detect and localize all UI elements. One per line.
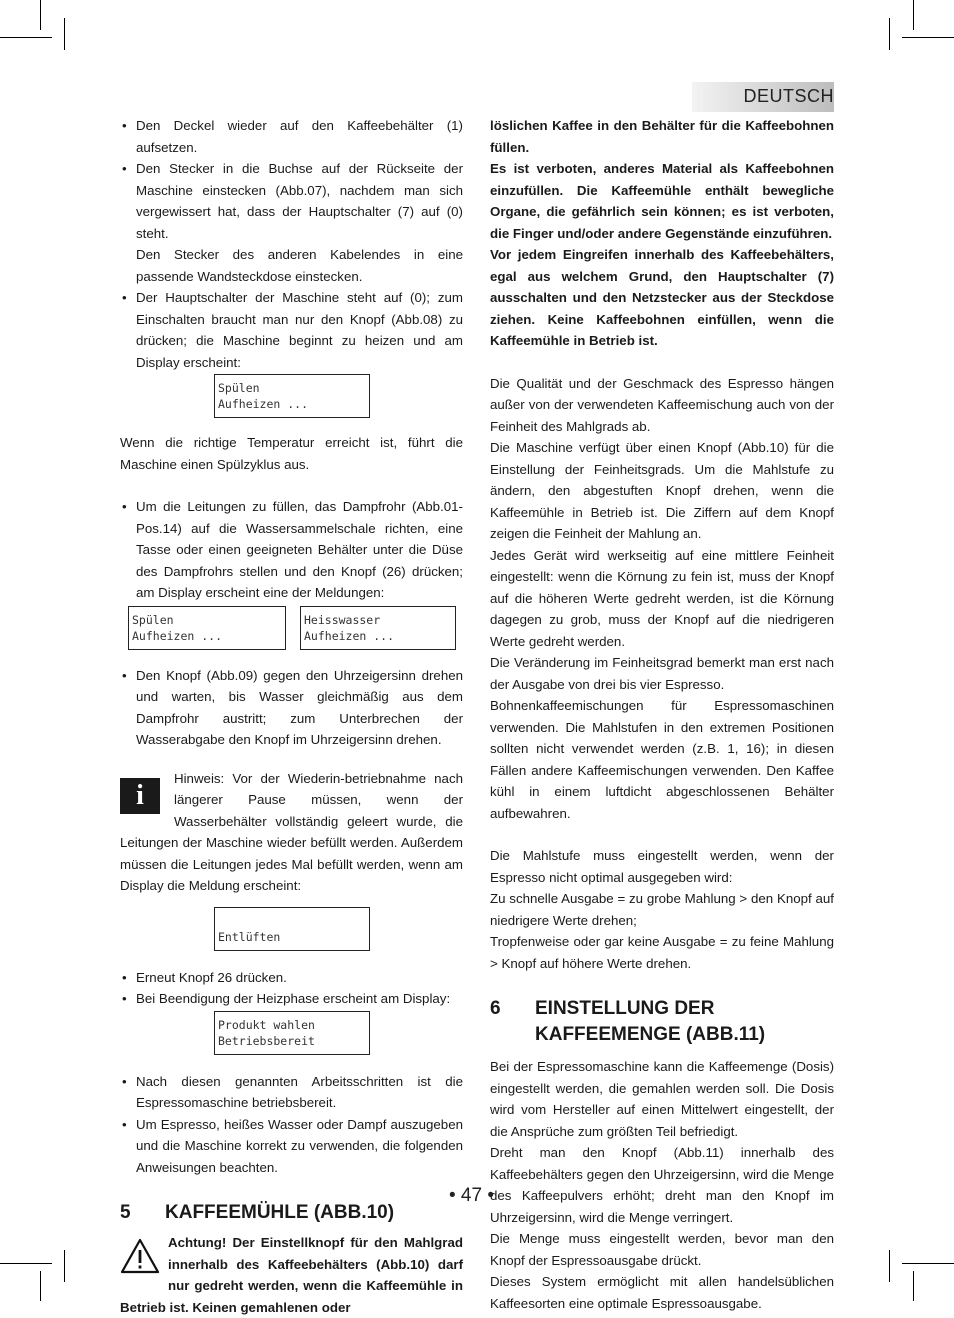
paragraph: Die Maschine verfügt über einen Knopf (Abb.10) für die Einstellung der Feinheitsgrads. Um die Mahlstufe zu ändern, den abgestuften Knopf drehen, wenn die Kaffeemühle in Betrieb ist. Die Ziffern auf dem Knopf zeigen die Feinheit der Mahlung an.	[490, 440, 834, 541]
warning-text: Vor jedem Eingreifen innerhalb des Kaffeebehälters, egal aus welchem Grund, den Hauptschalter (7) ausschalten und den Netzstecker aus der Steckdose ziehen. Keine Kaffeebohnen einfüllen, wenn die Kaffeemühle in Betrieb ist.	[490, 247, 834, 348]
info-icon: i	[120, 778, 160, 814]
crop-mark	[889, 18, 890, 50]
page-number: • 47 •	[449, 1185, 494, 1206]
warning-box	[120, 1232, 463, 1318]
spacer	[490, 824, 834, 845]
paragraph: Die Menge muss eingestellt werden, bevor man den Knopf der Espressoausgabe drückt.	[490, 1231, 834, 1268]
bullet-list	[120, 496, 463, 604]
left-column	[120, 115, 463, 1318]
crop-mark	[0, 1263, 52, 1264]
spacer	[120, 418, 463, 432]
section-heading	[120, 1200, 463, 1226]
spacer	[120, 650, 463, 665]
paragraph: Bohnenkaffeemischungen für Espressomaschinen verwenden. Die Mahlstufen in den extremen Positionen sollten nicht verwendet werden (z.B. 1, 16); in diesen Fällen andere Kaffeemischungen verwenden. Den Kaffee kühl in einem luftdicht abgeschlossenen Behälter aufbewahren.	[490, 698, 834, 821]
list-item: • Nach diesen genannten Arbeitsschritten ist die Espressomaschine betriebsbereit.	[120, 1071, 463, 1114]
display-message: Produkt wahlen Betriebsbereit	[214, 1011, 370, 1055]
crop-mark	[40, 0, 41, 30]
paragraph: Den Stecker des anderen Kabelendes in eine passende Wandsteckdose einstecken.	[136, 247, 463, 284]
list-item: • Bei Beendigung der Heizphase erscheint am Display:	[120, 988, 463, 1010]
section-heading	[490, 996, 834, 1048]
display-message: Spülen Aufheizen ...	[214, 374, 370, 418]
paragraph: Dreht man den Knopf (Abb.11) innerhalb des Kaffeebehälters gegen den Uhrzeigersinn, wird die Menge des Kaffeepulvers erhöht; dreht man den Knopf im Uhrzeigersinn, wird die Menge verringert.	[490, 1145, 834, 1225]
list-item: • Der Hauptschalter der Maschine steht auf (0); zum Einschalten braucht man nur den Knopf (Abb.08) zu drücken; die Maschine beginnt zu heizen und am Display erscheint:	[120, 287, 463, 373]
paragraph: Bei der Espressomaschine kann die Kaffeemenge (Dosis) eingestellt werden, die gemahlen werden soll. Die Dosis wird vom Hersteller auf einen Mittelwert eingestellt, der die Ansprüche zum größten Teil befriedigt.	[490, 1059, 834, 1139]
paragraph: Tropfenweise oder gar keine Ausgabe = zu feine Mahlung > Knopf auf höhere Werte drehen.	[490, 934, 834, 971]
list-item: • Um Espresso, heißes Wasser oder Dampf auszugeben und die Maschine korrekt zu verwenden, die folgenden Anweisungen beachten.	[120, 1114, 463, 1179]
bullet-list	[120, 1071, 463, 1179]
bullet-list	[120, 287, 463, 373]
list-item: • Den Stecker in die Buchse auf der Rückseite der Maschine einstecken (Abb.07), nachdem man sich vergewissert hat, dass der Hauptschalter (7) auf (0) steht.	[120, 158, 463, 244]
spacer	[490, 1048, 834, 1056]
crop-mark	[902, 37, 954, 38]
warning-text: löslichen Kaffee in den Behälter für die Kaffeebohnen füllen.	[490, 118, 834, 155]
note-box	[120, 768, 463, 897]
spacer	[120, 951, 463, 967]
paragraph: Die Mahlstufe muss eingestellt werden, wenn der Espresso nicht optimal ausgegeben wird:	[490, 848, 834, 885]
crop-mark	[64, 1250, 65, 1282]
warning-text: Achtung! Der Einstellknopf für den Mahlgrad innerhalb des Kaffeebehälters (Abb.10) darf nur gedreht werden, wenn die Kaffeemühle in Betrieb ist. Keinen gemahlenen oder	[120, 1235, 463, 1315]
crop-mark	[902, 1263, 954, 1264]
bullet-list	[120, 115, 463, 244]
display-row	[128, 606, 463, 650]
section-number: 5	[120, 1202, 131, 1223]
spacer	[490, 974, 834, 996]
display-message: Heisswasser Aufheizen ...	[300, 606, 456, 650]
paragraph: Die Qualität und der Geschmack des Espresso hängen außer von der verwendeten Kaffeemischung auch von der Feinheit des Mahlgrads ab.	[490, 375, 834, 434]
list-item: • Den Knopf (Abb.09) gegen den Uhrzeigersinn drehen und warten, bis Wasser gleichmäßig aus dem Dampfrohr austritt; zum Unterbrechen der Wasserabgabe den Knopf im Uhrzeigersinn drehen.	[120, 665, 463, 751]
spacer	[120, 475, 463, 496]
warning-icon	[120, 1238, 160, 1274]
crop-mark	[913, 0, 914, 30]
right-column	[490, 115, 834, 1314]
section-number: 6	[490, 998, 501, 1019]
section-title: EINSTELLUNG DER KAFFEEMENGE (ABB.11)	[535, 998, 766, 1045]
spacer	[120, 1055, 463, 1071]
paragraph: Dieses System ermöglicht mit allen handelsüblichen Kaffeesorten eine optimale Espressoausgabe.	[490, 1274, 834, 1311]
paragraph: Wenn die richtige Temperatur erreicht ist, führt die Maschine einen Spülzyklus aus.	[120, 435, 463, 472]
spacer	[120, 1178, 463, 1200]
list-item: • Um die Leitungen zu füllen, das Dampfrohr (Abb.01-Pos.14) auf die Wassersammelschale richten, eine Tasse oder einen geeigneten Behälter unter die Düse des Dampfrohrs stellen und den Knopf (26) drücken; am Display erscheint eine der Meldungen:	[120, 496, 463, 604]
crop-mark	[40, 1271, 41, 1301]
paragraph: Jedes Gerät wird werkseitig auf eine mittlere Feinheit eingestellt: wenn die Körnung zu fein ist, muss der Knopf auf die höheren Werte gedreht werden, ist die Körnung dagegen zu grob, muss der Knopf auf die niedrigeren Werte gedreht werden.	[490, 547, 834, 649]
language-tab	[692, 82, 834, 112]
list-item: • Den Deckel wieder auf den Kaffeebehälter (1) aufsetzen.	[120, 115, 463, 158]
display-message: Entlüften	[214, 907, 370, 951]
crop-mark	[0, 37, 52, 38]
note-text: Hinweis: Vor der Wiederin-betriebnahme nach längerer Pause müssen, wenn der Wasserbehälter vollständig geleert wurde, die Leitungen der Maschine wieder befüllt werden. Außerdem müssen die Leitungen jedes Mal befüllt werden, wenn am Display die Meldung erscheint:	[120, 770, 463, 893]
bullet-list	[120, 665, 463, 751]
language-label: DEUTSCH	[743, 86, 834, 106]
crop-mark	[64, 18, 65, 50]
paragraph: Zu schnelle Ausgabe = zu grobe Mahlung > den Knopf auf niedrigere Werte drehen;	[490, 891, 834, 928]
section-title: KAFFEEMÜHLE (ABB.10)	[165, 1202, 395, 1223]
crop-mark	[913, 1271, 914, 1301]
paragraph: Die Veränderung im Feinheitsgrad bemerkt man erst nach der Ausgabe von drei bis vier Espresso.	[490, 655, 834, 692]
spacer	[490, 352, 834, 373]
crop-mark	[889, 1250, 890, 1282]
list-item: • Erneut Knopf 26 drücken.	[120, 967, 463, 989]
display-message: Spülen Aufheizen ...	[128, 606, 286, 650]
warning-text: Es ist verboten, anderes Material als Kaffeebohnen einzufüllen. Die Kaffeemühle enthält bewegliche Organe, die gefährlich sein können; es ist verboten, die Finger und/oder andere Gegenstände einzuführen.	[490, 161, 834, 241]
bullet-list	[120, 967, 463, 1010]
